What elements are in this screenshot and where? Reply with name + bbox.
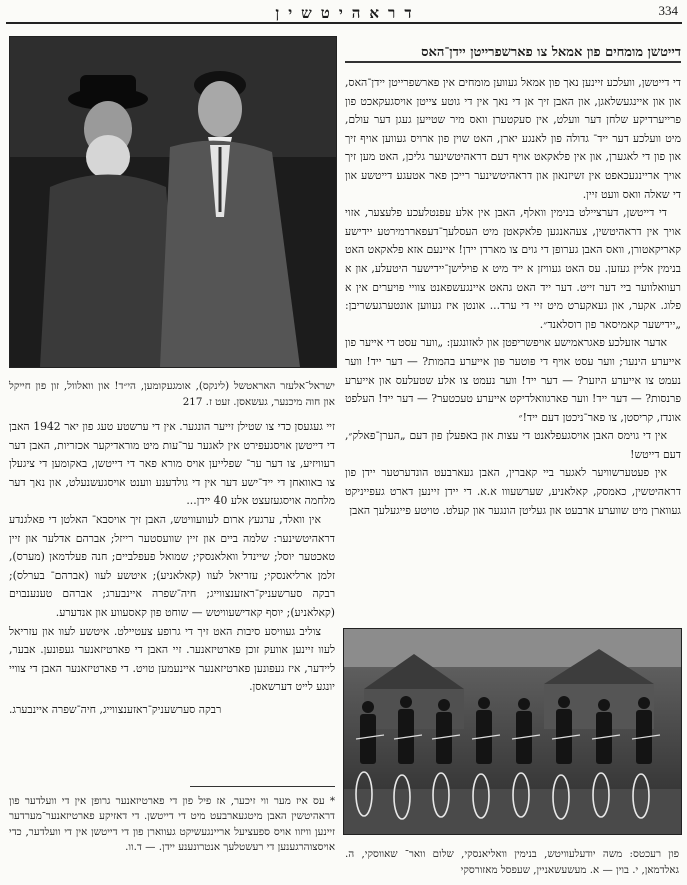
- paragraph: אין וואלד, ערגעץ ארום לעוועוויטש, האבן זיך אויסבא־ האלטן די פאלגנדע דראהיטשינער: שלמה ביים און זיין שוועסטער רייזל; אברהם אדלער און זיין טאכטער יוסל; שיינדל וואלאנסקי; שמואל פעפלביים; חנה פעלדמאן (מערס), זלמן ארליאנסקי; עזריאל לעוו (קאלאניע); איטשע לעוו (אברהם־ בערלס); רבקה סערשעניק־ראזענצווייג; חיה־שפרה איינבערג; אברהם טענענבוים (קאלאניע); יוסף קאדישעוויטש — שוחט פון קאסעווע און אנדערע.: [9, 512, 335, 619]
- cyclists-caption: פון רעכטס: משה יודעלעוויטש, בנימין וואליאנסקי, שלום וואר־ שאווסקי, ה. גאלדמאן, י. בוין — א. מעשעשאניין, שעפסל מאזורסקי: [345, 848, 679, 876]
- left-column: [9, 418, 335, 776]
- cyclists-photo: [343, 628, 682, 835]
- paragraph: די דייטשן, וועלכע זיינען נאך פון אמאל געווען מומחים אין פארשפרייטן יידן־האס, און און איינגעשלאגן, און האבן זיך אן די נאך אין די גוטע צייטן אויסגעקאכט פון פרייערדיקע שלחן דער וועלט, אין סעקטערן וואס מיר שטייען געגן דער עולם, מיט וועלכע דער ייד־ גדולה פון לאנגע יארן, האט שוין פון ארויס געווען אויף זיך און פון די לאגערן, און אין פלאקאט אויף דעם דראהיטשינער גליכן, האט מען זיך אויך אריינגעכאפט אין זשיזנאון און דראהיטשינער רייכן פאר אטעגע דייטשע און די שאלה וואס וועט זיין.: [345, 76, 681, 201]
- paragraph: זיי געגעסן כדי צו שטילן זייער הונגער. אין די ערשטע טעג פון יאר 1942 האבן די דייטשן אויסגעפירט אין לאגער ער־עות מיט מוראדיקער אכזריות, האבן דער רעוויזיע, צו דער ער־ שפלייען אויס מורא פאר די דייטשן, באקומען די ציגעלן צו באוואחן די ייד־ישע דער אין די גולדענע ווענט אויסגעשנעלט, און נאך דער מלחמה אויסגעזעצט אלע 40 יידן...: [9, 420, 335, 508]
- running-title: דראהיטשין: [275, 4, 421, 22]
- paragraph: אדער אזעלכע פאגראמישע אויפשריפטן און לאזונגען: „ווער עסט די אייער פון אייערע הינער; ווער עסט אויף די פוטער פון אייערע בהמות? — דער ייד! ווער נעמט צו אייערע היזער? — דער ייד! ווער נעמט צו אלע שטעלעס און אייערע פרנסות? — דער ייד! ווער פארגוואלדיקט אייערע טעכטער? — דער ייד! העלפט אונדז, קריסטן, צו פאר־ניכטן דעם ייד!״: [345, 336, 681, 424]
- page-number: 334: [658, 3, 678, 18]
- two-men-caption: ישראל־אלעזר האראטשל (לינקס), אומגעקומען, הי״ד! און וואלוול, זון פון חייקל און חוה מיכנער, געשאסן. זעט ז. 217: [9, 380, 335, 408]
- paragraph: אין פעטערשוויער לאגער ביי קאברין, האבן געארבעט הונדערטער יידן פון דראהיטשין, כאמסק, קאלאניע, שערשעווו א.א. די יידן זיינען דארט געפייניקט געווארן מיט שווערע ארבעט און געליטן הונגער און קעלט. טויטע פייגעלעך האבן: [345, 466, 681, 517]
- two-men-photo: [9, 36, 337, 368]
- article-title: דייטשן מומחים פון אמאל צו פארשפרייטן יידן־האס: [421, 45, 681, 60]
- right-column: [345, 74, 681, 619]
- signature: רבקה סערשעניק־ראזענצווייג, חיה־שפרה איינבערג.: [9, 702, 222, 716]
- header-rule: [6, 22, 682, 24]
- paragraph: אין די גוימס האבן אויסגעפלאנט די עצות און באפעלן פון דעם „הערן־פאלק״, דעם דייטש!: [345, 429, 681, 461]
- footnote-rule: [190, 786, 335, 787]
- footnote: * עס איז מער ווי זיכער, אז פיל פון די פארטיזאנער גרופן אין די וועלדער פון דראהיטשין האבן מיטגעארבעט מיט די דייטשן. די דאזיקע פארטיזאנער־מערדער זיינען וויזוו אויס ספעציעל אריינגעשיקט געווארן פון די דייטשן אין די וועלדער, כדי אויסצוהרגענען די רעשטלעך אנטרונענע יידן. — ד.וו.: [9, 795, 335, 854]
- title-underline: [345, 61, 681, 63]
- paragraph: די דייטשן, דערציילט בנימין וואלף, האבן אין אלע עפנטלעכע פלעצער, אזוי אויך אין דראהיטשין, צעהאנגען פלאקאטן מיט העסלעך־דעפאררמירטע יידישע קאריקאטורן, וואס האבן גערופן די גוים צו מארדן יידן! איינעם אזא פלאקאט האט בנימין אליין געזען. עס האט געוויזן א ייד מיט א פוילישן־יידישער היטעלע, און א רעוואלווער ביי דער זייט. דער ייד האט גהאט איינגעשפאנט צוויי פויערים אין א פלוג. אקער, און געאקערט מיט זיי די ערד... אונטן איז געווען אונטערגעשריבן: „יידישער קאמיסאר פון רוסלאנד״.: [345, 206, 681, 331]
- paragraph: צוליב געוויסע סיבות האט זיך די גרופע צעטיילט. איטשע לעוו און עזריאל לעוו זיינען אוועק זוכן פארטיזאנער. זיי האבן די פארטיזאנער געפונען. אבער, ליידער, איז געפונען פארטיזאנער איינעמען טויט. די פארטיזאנער האבן די צוויי יונגע לייט דערשאסן.: [9, 624, 335, 694]
